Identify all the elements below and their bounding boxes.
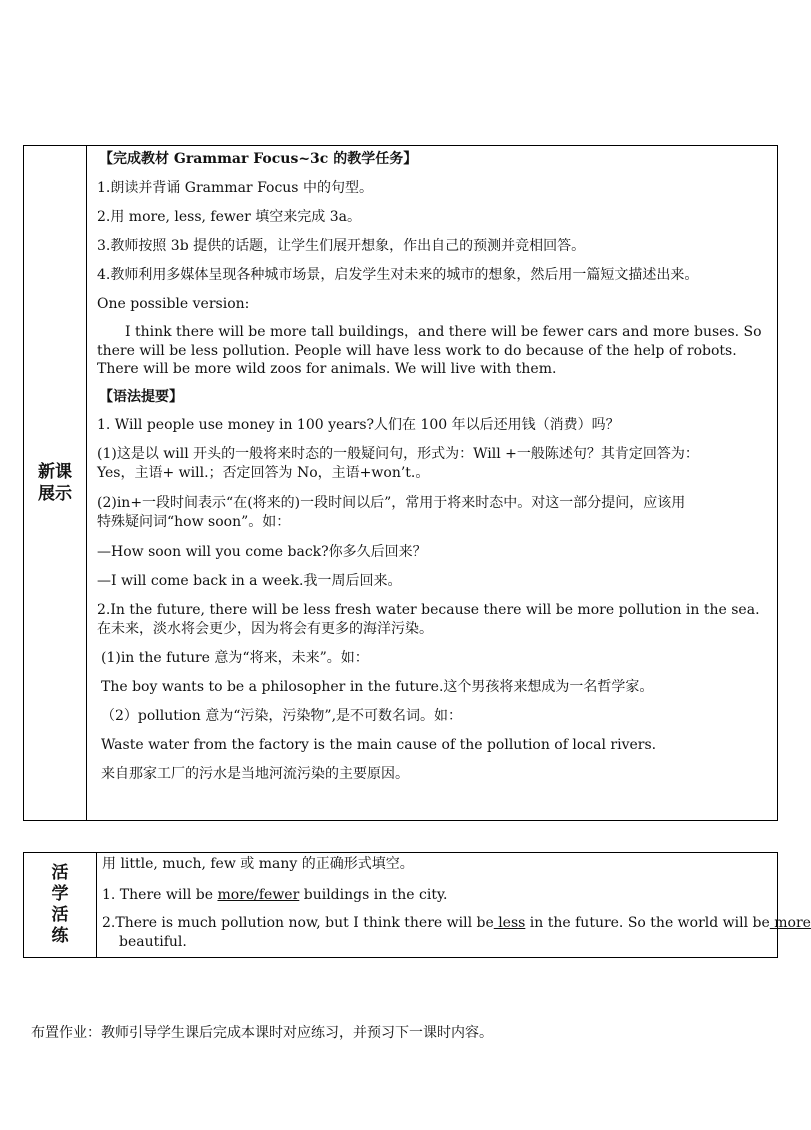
step-3: 3.教师按照 3b 提供的话题，让学生们展开想象，作出自己的预测并竞相回答。 <box>97 238 586 254</box>
new-lesson-table <box>23 145 778 821</box>
grammar-note-1b: Yes，主语+ will.；否定回答为 No，主语+won’t.。 <box>97 465 430 481</box>
step-1: 1.朗读并背诵 Grammar Focus 中的句型。 <box>97 180 373 196</box>
grammar-note-2b: 特殊疑问词“how soon”。如： <box>97 514 291 530</box>
homework-note: 布置作业：教师引导学生课后完成本课时对应练习，并预习下一课时内容。 <box>31 1025 493 1041</box>
task-heading: 【完成教材 Grammar Focus~3c 的教学任务】 <box>99 151 418 167</box>
dialog-line-2: —I will come back in a week.我一周后回来。 <box>97 573 402 589</box>
practice-side-cell <box>24 853 97 957</box>
grammar-note-pollution: （2）pollution 意为“污染，污染物”,是不可数名词。如： <box>101 708 463 724</box>
grammar-note-1a: (1)这是以 will 开头的一般将来时态的一般疑问句，形式为：Will +一般陈述句？其肯定回答为： <box>97 446 699 462</box>
practice-question-1 <box>102 886 447 904</box>
grammar-heading: 【语法提要】 <box>99 389 183 405</box>
grammar-note-2a: (2)in+一段时间表示“在(将来的)一段时间以后”，常用于将来时态中。对这一部分提问，应该用 <box>97 495 686 511</box>
q2-part2: in the future. So the world will be <box>525 915 770 931</box>
sample-line-2: there will be less pollution. People will have less work to do because of the help of robots. <box>97 343 737 359</box>
new-lesson-side-cell <box>24 146 87 820</box>
q1-suffix: buildings in the city. <box>299 887 448 903</box>
grammar-point-2-translation: 在未来，淡水将会更少，因为将会有更多的海洋污染。 <box>97 621 433 637</box>
practice-table <box>23 852 811 958</box>
practice-question-2-cont: beautiful. <box>119 934 187 950</box>
grammar-point-2: 2.In the future, there will be less fresh water because there will be more pollution in the sea. <box>97 602 760 618</box>
q2-part1: 2.There is much pollution now, but I think there will be <box>102 915 494 931</box>
practice-question-2 <box>102 914 811 932</box>
q2-answer-1: less <box>493 915 526 931</box>
sample-line-1: I think there will be more tall buildings，and there will be fewer cars and more buses. So <box>125 324 762 340</box>
q1-prefix: 1. There will be <box>102 887 218 903</box>
sample-heading: One possible version: <box>97 296 250 312</box>
step-4: 4.教师利用多媒体呈现各种城市场景，启发学生对未来的城市的想象，然后用一篇短文描述出来。 <box>97 267 699 283</box>
example-waste-water: Waste water from the factory is the main cause of the pollution of local rivers. <box>101 737 657 753</box>
new-lesson-side-label: 新课展示 <box>38 462 72 504</box>
q2-answer-2: more <box>769 915 811 931</box>
practice-content <box>97 853 811 957</box>
grammar-note-in-the-future: (1)in the future 意为“将来，未来”。如： <box>101 650 369 666</box>
example-waste-water-translation: 来自那家工厂的污水是当地河流污染的主要原因。 <box>101 766 409 782</box>
q1-answer: more/fewer <box>217 887 300 903</box>
grammar-point-1: 1. Will people use money in 100 years?人们在 100 年以后还用钱（消费）吗？ <box>97 417 620 433</box>
new-lesson-content <box>87 146 777 820</box>
example-philosopher: The boy wants to be a philosopher in the future.这个男孩将来想成为一名哲学家。 <box>101 679 654 695</box>
practice-side-label: 活学活练 <box>51 863 69 946</box>
step-2: 2.用 more, less, fewer 填空来完成 3a。 <box>97 209 362 225</box>
sample-line-3: There will be more wild zoos for animals. We will live with them. <box>97 361 557 377</box>
dialog-line-1: —How soon will you come back?你多久后回来？ <box>97 544 427 560</box>
practice-instruction: 用 little, much, few 或 many 的正确形式填空。 <box>102 856 414 872</box>
